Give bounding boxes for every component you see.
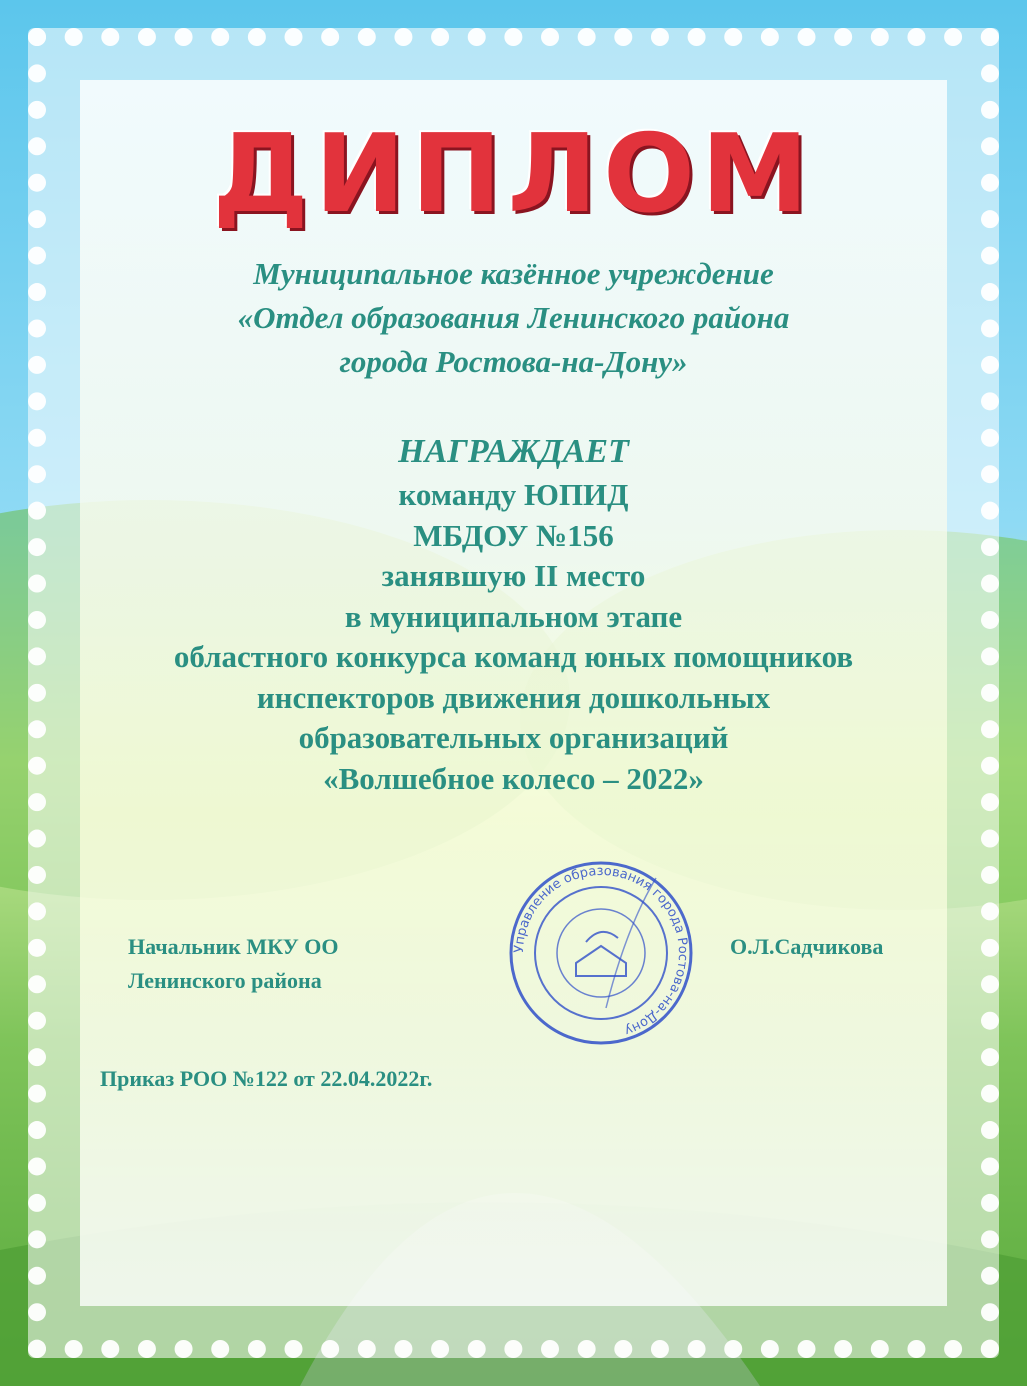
award-line: инспекторов движения дошкольных [256, 679, 771, 715]
signatory-title-line: Ленинского района [128, 968, 322, 993]
award-line: областного конкурса команд юных помощников [173, 639, 854, 674]
stamp-text: Управление образования города Ростова-на-Дону [511, 863, 691, 1039]
organization-line: города Ростова-на-Дону» [339, 344, 688, 379]
signatory-title [128, 930, 338, 998]
order-reference: Приказ РОО №122 от 22.04.2022г. [100, 1066, 433, 1091]
award-line: в муниципальном этапе [344, 598, 683, 634]
award-line: «Волшебное колесо – 2022» [323, 760, 704, 796]
organization-name [0, 252, 1027, 384]
diploma-title: ДИПЛОМ [212, 112, 815, 237]
award-line: команду ЮПИД [398, 477, 629, 512]
award-line: МБДОУ №156 [413, 517, 614, 553]
svg-text:Управление образования города [512, 864, 690, 1038]
signatory-title-line: Начальник МКУ ОО [128, 934, 339, 959]
official-stamp-icon [506, 858, 696, 1048]
award-text [0, 475, 1027, 799]
signatory-name: О.Л.Садчикова [730, 934, 884, 959]
organization-line: Муниципальное казённое учреждение [253, 256, 774, 291]
award-line: образовательных организаций [298, 720, 729, 755]
award-line: занявшую II место [381, 558, 646, 593]
awards-heading: НАГРАЖДАЕТ [398, 433, 629, 470]
organization-line: «Отдел образования Ленинского района [237, 300, 790, 335]
